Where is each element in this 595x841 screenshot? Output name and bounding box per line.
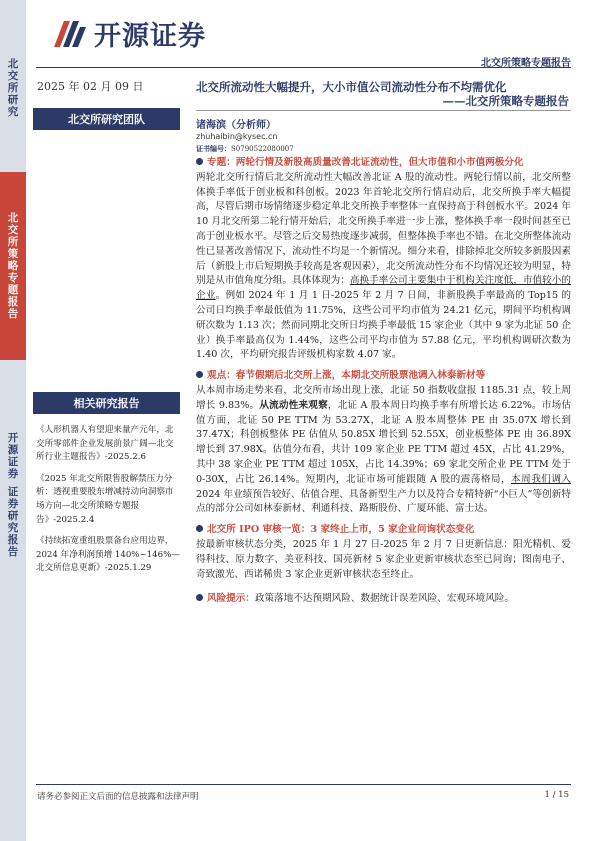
strip-label-series [0,172,26,360]
cert-label: 证书编号： [196,144,231,153]
logo-text: 开源证券 [94,21,206,52]
section-heading: 风险提示 [207,593,246,605]
strip-char: 北 [7,58,19,70]
section-text: 2024 年业绩预告较好、估值合理、具备新型生产力以及符合专精特新“小巨人”等创新特点的部分公司如林泰新材、利通科技、路斯股份、广厦环能、富士达。 [196,488,571,515]
header-rule [36,67,571,68]
title-rule [196,110,571,111]
strip-char: 所 [7,82,19,94]
strip-char: 券 [7,468,19,480]
bullet-icon [196,594,203,601]
section-text-underlined: 本周我们调入 [511,473,571,485]
strip-char: 证 [7,456,19,468]
page-title: 北交所流动性大幅提升，大小市值公司流动性分布不均需优化 [196,80,507,94]
strip-char: 交 [7,70,19,82]
bullet-icon [196,525,203,532]
strip-char: 北 [7,212,19,224]
analyst-cert [196,144,294,154]
section-risk [196,592,571,607]
page-number: 1 / 15 [544,790,569,800]
related-report-link[interactable]: 《人形机器人有望迎来量产元年，北交所零部件企业发展前景广阔—北交所行业主题报告》-2025.2.6 [36,425,174,463]
strip-char: 研 [7,510,19,522]
strip-char: 报 [7,296,19,308]
section-text: 按最新审核状态分类，2025 年 1 月 27 日-2025 年 2 月 7 日更新信息：阳光精机、爱得科技、原力数字、美亚科技、国亮新材 5 家企业更新审核状态至已问询；图南电子、奇致激光、西诺稀贵 3 家企业更新审核状态至终止。 [196,538,571,580]
side-strip [0,0,26,841]
strip-label-research [0,56,26,120]
section-text: ，北证 A 股本周日均换手率有所增长达 6.22%。市场估值方面，北证 50 PE TTM 为 53.27X，北证 A 股本周整体 PE 由 35.07X 增长到 37.47X；科创板整体 PE 估值从 50.85X 增长到 52.55X，创业板整体 PE 由 36.89X 增长到 37.98X。估值分布看，共计 109 家企业 PE TTM 超过 45X，占比 41.29%，其中 38 家企业 PE TTM 超过 105X，占比 14.39%；69 家北交所企业 PE TTM 处于 0-30X，占比 26.14%。短期内，北证市场可能跟随 A 股的震荡格局， [196,399,571,485]
section-text: ：政策落地不达预期风险、数据统计误差风险、宏观环境风险。 [245,593,514,605]
analyst-email[interactable]: zhuhaibin@kysec.cn [196,132,278,141]
analyst-name: 诸海滨（分析师） [196,120,276,131]
strip-char: 报 [7,534,19,546]
strip-char: 研 [7,94,19,106]
strip-char: 告 [7,546,19,558]
section-ipo [196,523,571,582]
series-title: 北交所策略专题报告 [481,58,571,69]
strip-char: 源 [7,444,19,456]
report-date: 2025 年 02 月 09 日 [37,80,144,93]
footer-rule [36,784,571,785]
strip-char: 开 [7,432,19,444]
strip-char: 证 [7,486,19,498]
related-report-link[interactable]: 《2025 年北交所限售股解禁压力分析：透视重要股东增减持动向洞察市场方向—北交所策略专题报告》-2025.2.4 [36,473,174,525]
section-view [196,369,571,517]
related-report-link[interactable]: 《持续拓宽重组股票备台应用边界，2024 年净利润预增 140%~146%—北交所信息更新》-2025.1.29 [36,536,180,574]
section-text-bold: 从流动性来观察 [259,399,328,411]
section-text: 两轮北交所行情后北交所流动性大幅改善北证 A 股的流动性。两轮行情以前，北交所整体换手率低于创业板和科创板。2023 年首轮北交所行情启动后，北交所换手率大幅提高，尽管后期市场情绪逐步稳定单北交所换手率整体一直保持高于科创板水平。2024 年 10 月北交所第二轮行情开始后，北交所换手率进一步上涨，整体换手率一段时间甚至已高于创业板水平。尽管之后交易热度逐步减弱，但整体换手率也不错。在北交所整体流动性已显著改善情况下，流动性不均是一个新情况。细分来看，排除掉北交所较多新股因素后（新股上市后短期换手较高是客观因素），北交所流动性分布不均情况还较为明显，特别是从市值角度分组。具体体现为： [196,171,571,287]
report-body [196,156,571,613]
section-text-underlined: 高换手率公司主要集中于机构关注度低，市值较小的企业 [196,275,572,302]
section-heading: 专题：两轮行情及新股高质量改善北证流动性，但大市值和小市值两极分化 [207,157,524,168]
strip-char: 策 [7,248,19,260]
strip-char: 告 [7,308,19,320]
strip-char: 题 [7,284,19,296]
strip-char: 略 [7,260,19,272]
cert-number: S0790522080007 [231,145,294,153]
bullet-icon [196,158,203,165]
related-reports-list [36,424,182,584]
strip-char: 专 [7,272,19,284]
strip-char: 所 [7,236,19,248]
section-heading: 北交所 IPO 审核一览：3 家终止上市，5 家企业问询状态变化 [207,524,475,536]
footer-disclaimer: 请务必参阅正文后面的信息披露和法律声明 [37,792,199,802]
strip-char: 究 [7,106,19,118]
section-text: 从本周市场走势来看，北交所市场出现上涨，北证 50 指数收盘报 1185.31 点，较上周增长 9.83%。 [196,384,571,411]
section-text: 。例如 2024 年 1 月 1 日-2025 年 2 月 7 日间，非新股换手率最高的 Top15 的公司日均换手率最低值为 11.75%，这些公司平均市值为 24.21 亿元，期间平均机构调研次数为 1.13 次；然而同期北交所日均换手率最低 15 家企业（其中 9 家为北证 50 企业）换手率最高仅为 1.44%，这些公司平均市值为 57.88 亿元，平均机构调研次数为 1.40 次，平均研究报告评级机构家数 4.07 家。 [196,290,571,361]
bullet-icon [196,371,203,378]
strip-char: 交 [7,224,19,236]
strip-char: 券 [7,498,19,510]
logo-mark-icon [50,17,90,51]
page-subtitle: ——北交所策略专题报告 [442,94,569,108]
section-heading: 观点：春节假期后北交所上涨，本期北交所股票池调入林泰新材等 [207,370,486,382]
section-topic [196,156,571,363]
company-logo [50,14,206,53]
strip-char: 究 [7,522,19,534]
related-reports-label: 相关研究报告 [33,392,180,414]
team-label: 北交所研究团队 [33,108,180,130]
strip-label-brand [0,420,26,570]
